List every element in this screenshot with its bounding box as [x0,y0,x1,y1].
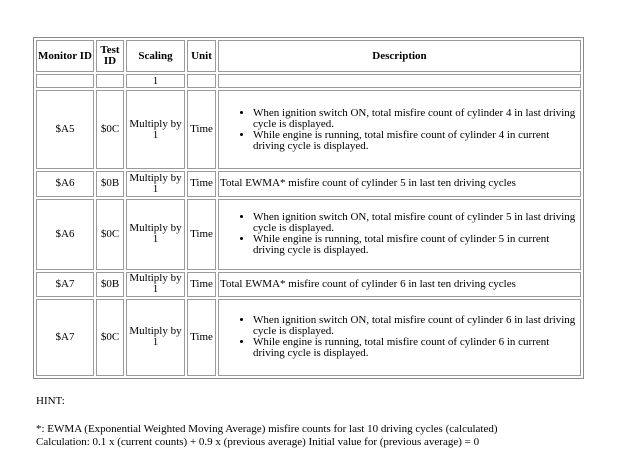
description-cell: Total EWMA* misfire count of cylinder 6 in last ten driving cycles [218,272,581,297]
test-id-cell: $0B [96,272,124,297]
table-row [36,199,581,270]
monitor-id-cell: $A5 [36,90,94,169]
unit-cell: Time [187,299,216,376]
description-bullet-item: • While engine is running, total misfire count of cylinder 5 in current driving cycle is displayed. [253,234,579,256]
scaling-cell: Multiply by 1 [126,272,185,297]
index-cell-description [218,74,581,88]
monitor-id-cell: $A6 [36,199,94,270]
unit-cell: Time [187,90,216,169]
index-row [36,74,581,88]
header-row [36,40,581,72]
description-bullet-list [220,212,579,256]
unit-cell: Time [187,171,216,196]
table-row [36,171,581,196]
monitor-test-table [33,37,584,379]
index-cell-monitor-id [36,74,94,88]
header-monitor-id: Monitor ID [36,40,94,72]
header-scaling: Scaling [126,40,185,72]
scaling-cell: Multiply by 1 [126,299,185,376]
monitor-id-cell: $A6 [36,171,94,196]
header-unit: Unit [187,40,216,72]
description-cell [218,199,581,270]
table-row [36,90,581,169]
header-test-id: Test ID [96,40,124,72]
monitor-id-cell: $A7 [36,299,94,376]
description-cell [218,299,581,376]
index-cell-unit [187,74,216,88]
description-bullet-item: • When ignition switch ON, total misfire count of cylinder 4 in last driving cycle is displayed. [253,108,579,130]
test-id-cell: $0C [96,199,124,270]
description-bullet-item: • When ignition switch ON, total misfire count of cylinder 6 in last driving cycle is displayed. [253,315,579,337]
description-bullet-list [220,108,579,152]
scaling-cell: Multiply by 1 [126,171,185,196]
scaling-cell: Multiply by 1 [126,90,185,169]
header-description: Description [218,40,581,72]
description-cell: Total EWMA* misfire count of cylinder 5 in last ten driving cycles [218,171,581,196]
unit-cell: Time [187,199,216,270]
monitor-id-cell: $A7 [36,272,94,297]
description-cell [218,90,581,169]
description-bullet-item: • When ignition switch ON, total misfire count of cylinder 5 in last driving cycle is displayed. [253,212,579,234]
test-id-cell: $0C [96,299,124,376]
scaling-cell: Multiply by 1 [126,199,185,270]
unit-cell: Time [187,272,216,297]
table-row [36,299,581,376]
table-row [36,272,581,297]
hint-label: HINT: [36,395,65,407]
test-id-cell: $0B [96,171,124,196]
footnote-calculation: Calculation: 0.1 x (current counts) + 0.9 x (previous average) Initial value for (previous average) = 0 [36,436,480,448]
footnote-ewma-definition: *: EWMA (Exponential Weighted Moving Average) misfire counts for last 10 driving cycles (calculated) [36,423,498,435]
test-id-cell: $0C [96,90,124,169]
description-bullet-item: • While engine is running, total misfire count of cylinder 4 in current driving cycle is displayed. [253,130,579,152]
description-bullet-list [220,315,579,359]
index-cell-scaling: 1 [126,74,185,88]
description-bullet-item: • While engine is running, total misfire count of cylinder 6 in current driving cycle is displayed. [253,337,579,359]
index-cell-test-id [96,74,124,88]
